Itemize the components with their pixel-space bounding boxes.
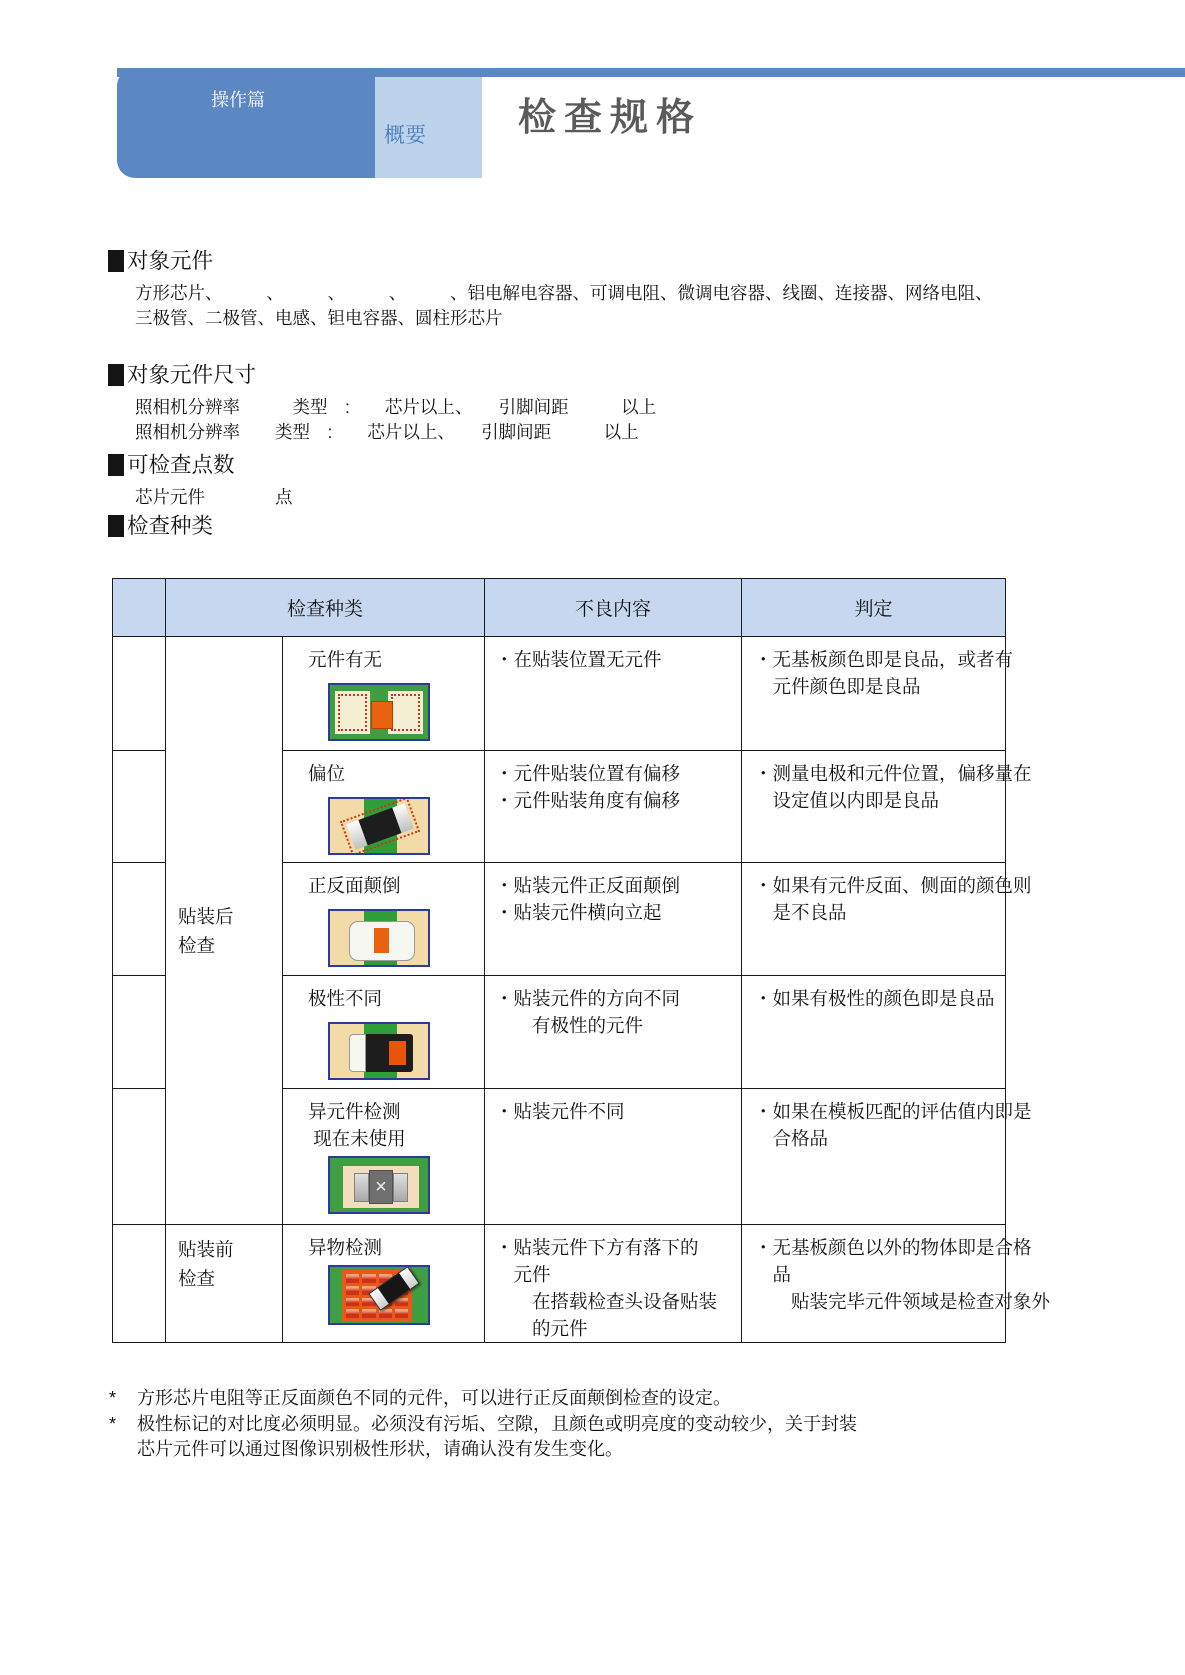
- type-label: 异元件检测: [308, 1101, 401, 1122]
- judgment-cell: ・无基板颜色以外的物体即是合格 品 贴装完毕元件领域是检查对象外: [742, 1225, 1006, 1343]
- index-cell: [113, 637, 166, 751]
- header-cell-defect: 不良内容: [485, 579, 742, 637]
- type-cell: [283, 976, 485, 1089]
- type-label: 异物检测: [308, 1237, 383, 1258]
- index-cell: [113, 1089, 166, 1225]
- white-pad: [349, 1034, 366, 1072]
- pcb-shifted-component-image: [328, 797, 430, 855]
- defect-cell: ・贴装元件的方向不同 有极性的元件: [485, 976, 742, 1089]
- square-bullet-icon: [108, 454, 124, 476]
- section-component-sizes: [108, 360, 656, 444]
- x-mark: ×: [369, 1170, 393, 1204]
- index-cell: [113, 1225, 166, 1343]
- type-cell: [283, 1225, 485, 1343]
- body-line: 照相机分辨率 类型 : 芯片以上、 引脚间距 以上: [135, 397, 657, 417]
- type-label: 偏位: [308, 763, 346, 784]
- table-row: [113, 637, 1006, 751]
- white-chip: [349, 921, 415, 961]
- footnote: * 极性标记的对比度必须明显。必须没有污垢、空隙，且颜色或明亮度的变动较少，关于封装 芯片元件可以通过图像识别极性形状，请确认没有发生变化。: [106, 1412, 857, 1463]
- index-cell: [113, 863, 166, 976]
- type-sublabel: 现在未使用: [308, 1128, 406, 1149]
- pcb-missing-component-image: [328, 683, 430, 741]
- section-heading: [108, 360, 656, 390]
- section-target-components: [108, 246, 993, 330]
- section-heading-text: 检查种类: [127, 514, 214, 538]
- defect-cell: ・在贴装位置无元件: [485, 637, 742, 751]
- black-body: [366, 1034, 413, 1072]
- table-header-row: [113, 579, 1006, 637]
- footnote: * 方形芯片电阻等正反面颜色不同的元件，可以进行正反面颠倒检查的设定。: [106, 1386, 857, 1412]
- section-heading-text: 对象元件: [127, 249, 214, 273]
- polarity-mark: [389, 1041, 406, 1065]
- type-label: 元件有无: [308, 649, 383, 670]
- defect-cell: ・元件贴装位置有偏移 ・元件贴装角度有偏移: [485, 751, 742, 863]
- type-label: 极性不同: [308, 988, 383, 1009]
- section-heading: [108, 450, 293, 480]
- pcb-flipped-component-image: [328, 909, 430, 967]
- index-cell: [113, 751, 166, 863]
- square-bullet-icon: [108, 515, 124, 537]
- pcb-foreign-object-image: [328, 1265, 430, 1325]
- index-cell: [113, 976, 166, 1089]
- header-cell-type: 检查种类: [166, 579, 485, 637]
- judgment-cell: ・如果有元件反面、侧面的颜色则 是不良品: [742, 863, 1006, 976]
- section-heading-text: 对象元件尺寸: [127, 363, 257, 387]
- defect-cell: ・贴装元件正反面颠倒 ・贴装元件横向立起: [485, 863, 742, 976]
- type-cell: [283, 751, 485, 863]
- type-cell: [283, 1089, 485, 1225]
- pad-left: [335, 691, 370, 734]
- header-section-box: [117, 68, 375, 178]
- pad-right: [388, 691, 423, 734]
- judgment-cell: ・无基板颜色即是良品，或者有 元件颜色即是良品: [742, 637, 1006, 751]
- pcb-polarity-component-image: [328, 1022, 430, 1080]
- group-post-mount-inspection: 贴装后 检查: [166, 637, 283, 1225]
- orange-core: [374, 928, 389, 953]
- footnotes: [106, 1386, 857, 1463]
- body-line: 照相机分辨率 类型 : 芯片以上、 引脚间距 以上: [135, 421, 639, 442]
- section-inspectable-points: [108, 450, 293, 510]
- header-kicker-box: [375, 77, 482, 178]
- section-heading: [108, 246, 993, 276]
- type-cell: [283, 863, 485, 976]
- header-cell-empty: [113, 579, 166, 637]
- body-line: 方形芯片、 、 、 、 、铝电解电容器、可调电阻、微调电容器、线圈、连接器、网络电阻、: [135, 283, 993, 303]
- inspection-table: [112, 578, 1051, 1343]
- type-cell: [283, 637, 485, 751]
- body-line: 三极管、二极管、电感、钽电容器、圆柱形芯片: [135, 307, 503, 328]
- judgment-cell: ・如果在模板匹配的评估值内即是 合格品: [742, 1089, 1006, 1225]
- section-heading-text: 可检查点数: [127, 453, 235, 477]
- orange-chip: [371, 701, 393, 729]
- defect-cell: ・贴装元件不同: [485, 1089, 742, 1225]
- asterisk-marker: *: [109, 1413, 117, 1434]
- gray-chip: [354, 1170, 408, 1204]
- group-pre-mount-inspection: 贴装前 检查: [166, 1225, 283, 1343]
- judgment-cell: ・测量电极和元件位置，偏移量在 设定值以内即是良品: [742, 751, 1006, 863]
- defect-cell: ・贴装元件下方有落下的 元件 在搭载检查头设备贴装 的元件: [485, 1225, 742, 1343]
- square-bullet-icon: [108, 364, 124, 386]
- body-line: 芯片元件 点: [135, 487, 293, 507]
- pcb-different-component-image: [328, 1156, 430, 1214]
- section-heading: [108, 511, 213, 541]
- header-cell-judgment: 判定: [742, 579, 1006, 637]
- square-bullet-icon: [108, 250, 124, 272]
- header-eyebrow: 操作篇: [211, 90, 265, 110]
- header-kicker: 概要: [384, 124, 426, 147]
- asterisk-marker: *: [109, 1388, 117, 1408]
- judgment-cell: ・如果有极性的颜色即是良品: [742, 976, 1006, 1089]
- type-label: 正反面颠倒: [308, 875, 401, 896]
- section-inspection-types: [108, 511, 213, 541]
- polarity-chip: [349, 1034, 413, 1072]
- page-title: 检查规格: [518, 97, 703, 139]
- table-row: [113, 1225, 1006, 1343]
